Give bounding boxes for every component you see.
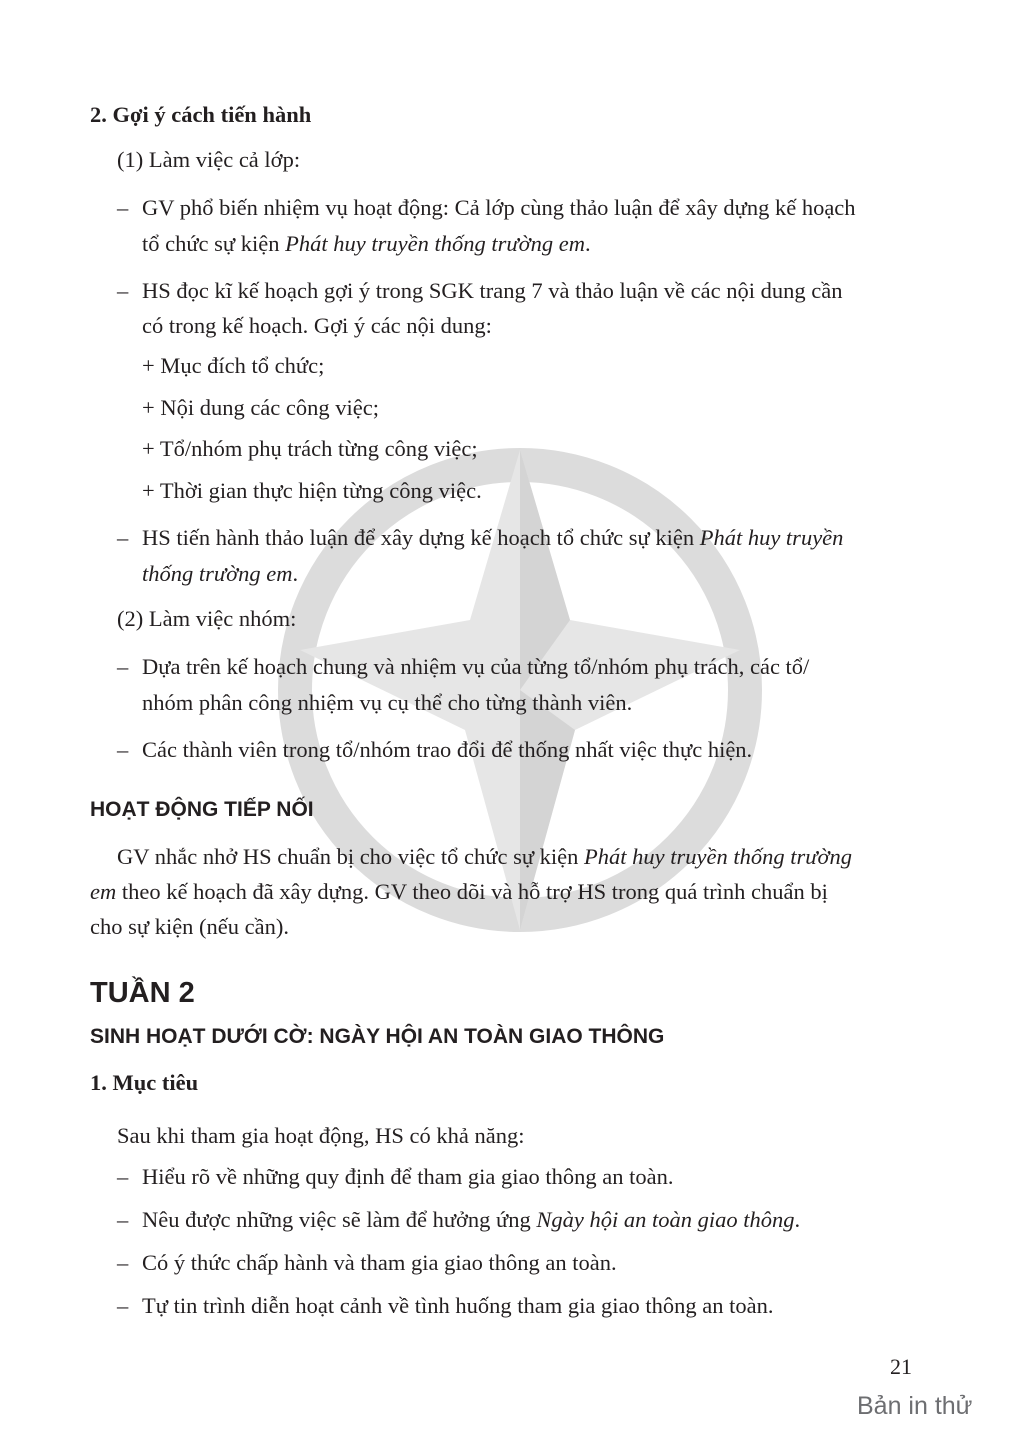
b2-line2: có trong kế hoạch. Gợi ý các nội dung: (142, 313, 492, 338)
followup-text: theo kế hoạch đã xây dựng. GV theo dõi và hỗ trợ HS trong quá trình chuẩn bị (116, 879, 828, 904)
b3-line2 (142, 559, 298, 589)
dash-marker: – (117, 654, 129, 679)
b5-line1: Các thành viên trong tổ/nhóm trao đổi để thống nhất việc thực hiện. (142, 737, 753, 762)
b1-line1: GV phổ biến nhiệm vụ hoạt động: Cả lớp cùng thảo luận để xây dựng kế hoạch (142, 195, 856, 220)
bullet-b1 (117, 193, 856, 223)
b3-italic: Phát huy truyền (699, 525, 844, 550)
followup-italic: em (90, 879, 117, 904)
plus-item: + Thời gian thực hiện từng công việc. (142, 478, 482, 503)
b3-punct: . (292, 561, 299, 586)
b4-line2: nhóm phân công nhiệm vụ cụ thể cho từng thành viên. (142, 690, 633, 715)
dash-marker: – (117, 1250, 129, 1275)
dash-marker: – (117, 195, 129, 220)
b1-italic: Phát huy truyền thống trường em (285, 231, 585, 256)
part2-label: (2) Làm việc nhóm: (117, 606, 297, 631)
b4-line1: Dựa trên kế hoạch chung và nhiệm vụ của từng tổ/nhóm phụ trách, các tổ/ (142, 654, 810, 679)
b1-line2 (142, 229, 591, 259)
bullet-b4 (117, 652, 809, 682)
dash-marker: – (117, 525, 129, 550)
goal-item-italic: Ngày hội an toàn giao thông (536, 1207, 795, 1232)
goal-item (117, 1291, 773, 1321)
goal-intro: Sau khi tham gia hoạt động, HS có khả năng: (117, 1123, 525, 1148)
dash-marker: – (117, 1164, 129, 1189)
followup-text: GV nhắc nhở HS chuẩn bị cho việc tổ chức sự kiện (117, 844, 585, 869)
goal-item (117, 1248, 617, 1278)
goal-heading: 1. Mục tiêu (90, 1070, 199, 1095)
goal-item (117, 1162, 673, 1192)
goal-item-text: Nêu được những việc sẽ làm để hưởng ứng (142, 1207, 537, 1232)
dash-marker: – (117, 737, 129, 762)
followup-line1 (117, 842, 852, 872)
dash-marker: – (117, 1207, 129, 1232)
activity-title: SINH HOẠT DƯỚI CỜ: NGÀY HỘI AN TOÀN GIAO THÔNG (90, 1025, 665, 1048)
plus-item: + Mục đích tổ chức; (142, 353, 325, 378)
goal-item-text: Hiểu rõ về những quy định để tham gia giao thông an toàn. (142, 1164, 674, 1189)
dash-marker: – (117, 1293, 129, 1318)
followup-line3: cho sự kiện (nếu cần). (90, 914, 289, 939)
plus-item: + Tổ/nhóm phụ trách từng công việc; (142, 436, 478, 461)
b3-italic: thống trường em (142, 561, 293, 586)
b1-punct: . (584, 231, 591, 256)
goal-item (117, 1205, 800, 1235)
followup-line2 (90, 877, 828, 907)
goal-item-text: Tự tin trình diễn hoạt cảnh về tình huống tham gia giao thông an toàn. (142, 1293, 774, 1318)
section-heading: 2. Gợi ý cách tiến hành (90, 102, 312, 127)
bullet-b3 (117, 523, 843, 553)
followup-italic: Phát huy truyền thống trường (584, 844, 853, 869)
b3-text: HS tiến hành thảo luận để xây dựng kế hoạch tổ chức sự kiện (142, 525, 700, 550)
bullet-b2 (117, 276, 842, 306)
draft-label: Bản in thử (857, 1392, 973, 1420)
dash-marker: – (117, 278, 129, 303)
goal-item-punct: . (794, 1207, 801, 1232)
b1-text: tổ chức sự kiện (142, 231, 286, 256)
page-number: 21 (890, 1354, 912, 1379)
followup-heading: HOẠT ĐỘNG TIẾP NỐI (90, 798, 314, 821)
b2-line1: HS đọc kĩ kế hoạch gợi ý trong SGK trang 7 và thảo luận về các nội dung cần (142, 278, 843, 303)
week-title: TUẦN 2 (90, 977, 195, 1009)
bullet-b5 (117, 735, 752, 765)
part1-label: (1) Làm việc cả lớp: (117, 147, 301, 172)
plus-item: + Nội dung các công việc; (142, 395, 379, 420)
goal-item-text: Có ý thức chấp hành và tham gia giao thông an toàn. (142, 1250, 617, 1275)
